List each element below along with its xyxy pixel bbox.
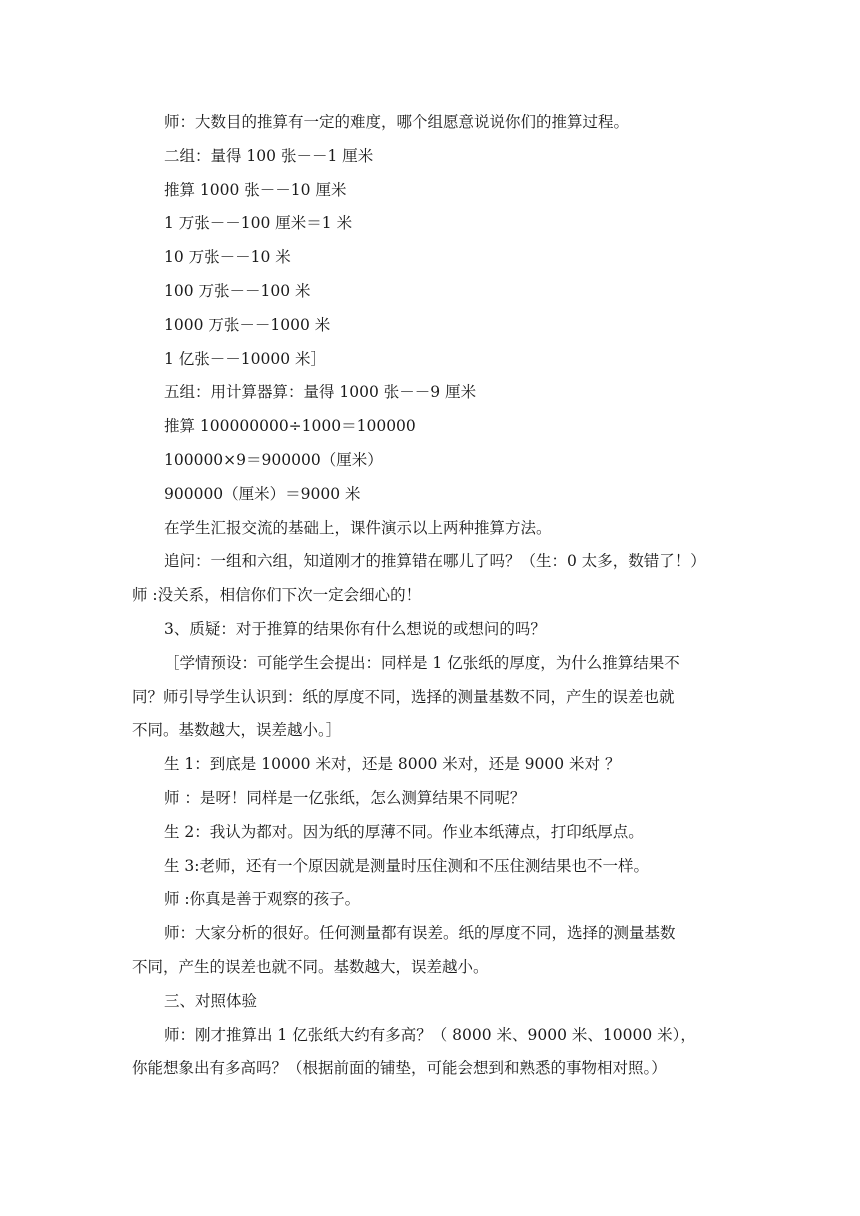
text-line: 10 万张－－10 米 [164,248,291,267]
text-line: 师 ：是呀！同样是一亿张纸，怎么测算结果不同呢？ [164,788,526,807]
text-line: 推算 1000 张－－10 厘米 [164,180,347,199]
text-line: 推算 100000000÷1000＝100000 [164,417,416,436]
text-line: 你能想象出有多高吗？（根据前面的铺垫，可能会想到和熟悉的事物相对照。） [132,1059,667,1078]
text-line: 生 2：我认为都对。因为纸的厚薄不同。作业本纸薄点，打印纸厚点。 [164,822,644,841]
text-line: 生 3:老师，还有一个原因就是测量时压住测和不压住测结果也不一样。 [164,856,650,875]
text-line: 二组：量得 100 张－－1 厘米 [164,146,374,165]
text-line: ［学情预设：可能学生会提出：同样是 1 亿张纸的厚度，为什么推算结果不 [164,653,680,672]
text-line: 师 :没关系，相信你们下次一定会细心的！ [132,586,422,605]
text-line: 100 万张－－100 米 [164,281,311,300]
text-line: 1 亿张－－10000 米］ [164,349,327,368]
text-line: 追问：一组和六组，知道刚才的推算错在哪儿了吗？（生：0 太多，数错了！） [164,552,706,571]
text-line: 900000（厘米）＝9000 米 [164,484,361,503]
text-line: 1000 万张－－1000 米 [164,315,331,334]
section-heading: 三、对照体验 [164,991,258,1010]
text-line: 3、质疑：对于推算的结果你有什么想说的或想问的吗？ [164,619,546,638]
body-text [132,106,732,1086]
text-line: 同？师引导学生认识到：纸的厚度不同，选择的测量基数不同，产生的误差也就 [132,687,675,706]
text-line: 师：大家分析的很好。任何测量都有误差。纸的厚度不同，选择的测量基数 [164,924,676,943]
text-line: 在学生汇报交流的基础上，课件演示以上两种推算方法。 [164,518,552,537]
text-line: 师：刚才推算出 1 亿张纸大约有多高？（ 8000 米、9000 米、10000 米）， [164,1025,696,1044]
text-line: 不同。基数越大，误差越小。］ [132,721,342,740]
text-line: 五组：用计算器算：量得 1000 张－－9 厘米 [164,383,477,402]
text-line: 生 1：到底是 10000 米对，还是 8000 米对，还是 9000 米对 ？ [164,755,621,774]
text-line: 师：大数目的推算有一定的难度，哪个组愿意说说你们的推算过程。 [164,113,630,131]
text-line: 师 :你真是善于观察的孩子。 [164,890,361,909]
text-line: 1 万张－－100 厘米＝1 米 [164,214,353,233]
text-line: 不同，产生的误差也就不同。基数越大，误差越小。 [132,957,489,976]
text-line: 100000×9＝900000（厘米） [164,450,383,469]
